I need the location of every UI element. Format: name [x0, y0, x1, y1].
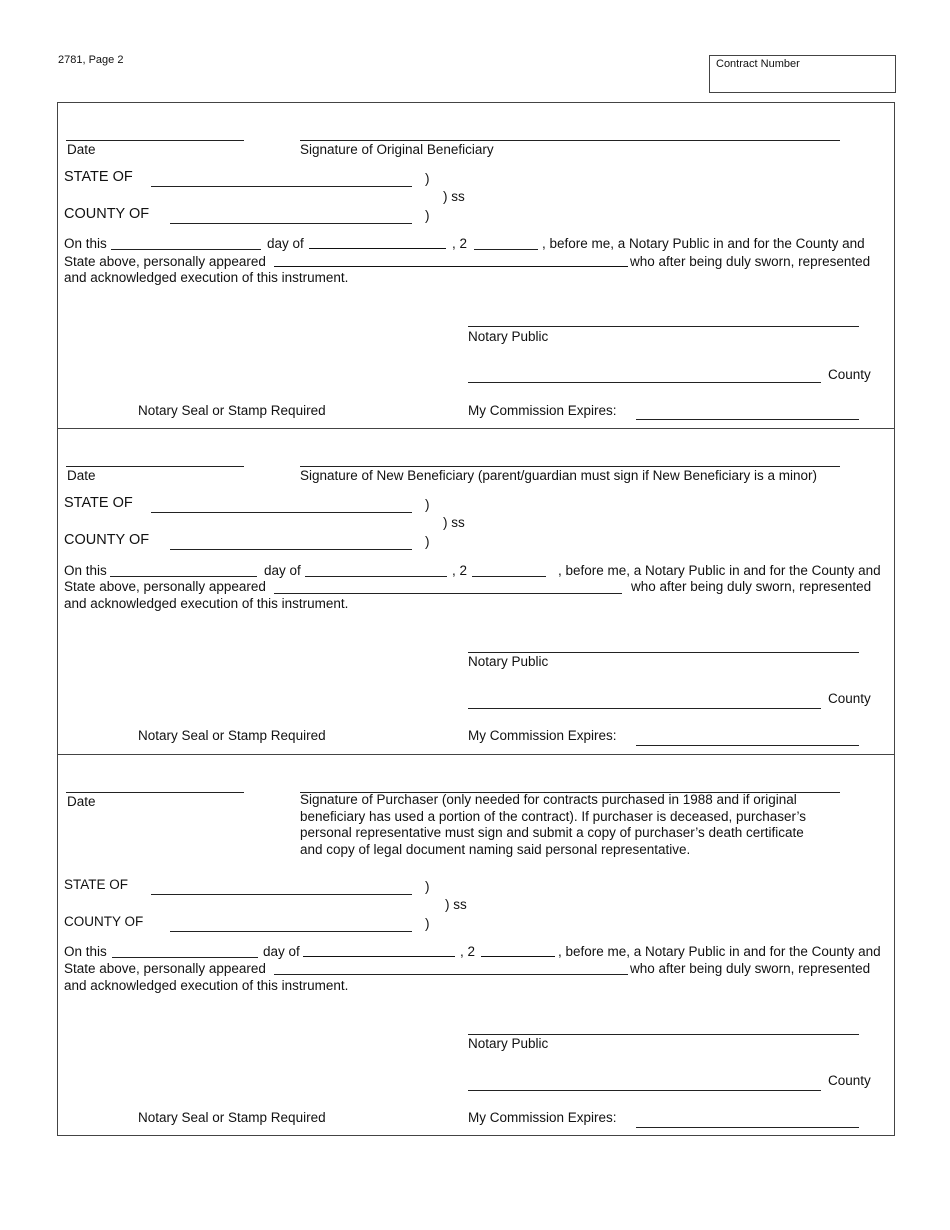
paren: ) — [425, 879, 430, 894]
date-label: Date — [67, 142, 96, 157]
instruction-line: and copy of legal document naming said personal representative. — [300, 841, 691, 857]
instruction-line: beneficiary has used a portion of the contract). If purchaser is deceased, purchaser’s — [300, 808, 807, 824]
month-field[interactable] — [309, 248, 446, 249]
paren: ) — [425, 916, 430, 931]
notary-signature-field[interactable] — [468, 1034, 859, 1035]
notary-public-label: Notary Public — [468, 654, 549, 669]
date-label: Date — [67, 794, 96, 809]
date-field[interactable] — [66, 140, 244, 141]
acknowledged-text: and acknowledged execution of this instrument. — [64, 270, 349, 285]
sworn-text: who after being duly sworn, represented — [630, 254, 871, 269]
appeared-name-field[interactable] — [274, 593, 622, 594]
county-of-label: COUNTY OF — [64, 206, 150, 222]
appeared-name-field[interactable] — [274, 974, 628, 975]
date-label: Date — [67, 468, 96, 483]
day-of-label: day of — [267, 236, 304, 251]
contract-number-label: Contract Number — [716, 58, 800, 70]
notary-seal-label: Notary Seal or Stamp Required — [138, 403, 326, 418]
county-label: County — [828, 691, 871, 706]
signature-field[interactable] — [300, 140, 840, 141]
day-field[interactable] — [112, 957, 258, 958]
notary-public-label: Notary Public — [468, 329, 549, 344]
section-divider — [57, 428, 895, 429]
commission-expires-field[interactable] — [636, 419, 859, 420]
instruction-line: personal representative must sign and submit a copy of purchaser’s death certificate — [300, 825, 804, 840]
on-this-label: On this — [64, 944, 107, 959]
state-field[interactable] — [151, 894, 412, 895]
paren: ) — [425, 497, 430, 512]
contract-number-box[interactable] — [709, 55, 896, 93]
year-field[interactable] — [472, 576, 546, 577]
state-above-text: State above, personally appeared — [64, 961, 266, 976]
commission-expires-label: My Commission Expires: — [468, 728, 617, 743]
page-reference: 2781, Page 2 — [58, 54, 124, 66]
signature-field[interactable] — [300, 466, 840, 467]
acknowledged-text: and acknowledged execution of this instrument. — [64, 978, 349, 993]
day-of-label: day of — [264, 563, 301, 578]
state-label: STATE OF — [64, 877, 128, 892]
county-label: County — [828, 367, 871, 382]
before-me-text: , before me, a Notary Public in and for the County and — [542, 236, 865, 251]
day-field[interactable] — [111, 249, 261, 250]
notary-county-field[interactable] — [468, 1090, 821, 1091]
sworn-text: who after being duly sworn, represented — [631, 579, 872, 594]
before-me-text: , before me, a Notary Public in and for the County and — [558, 944, 881, 959]
state-field[interactable] — [151, 512, 412, 513]
notary-seal-label: Notary Seal or Stamp Required — [138, 728, 326, 743]
instruction-line: Signature of Purchaser (only needed for contracts purchased in 1988 and if original — [300, 792, 797, 807]
commission-expires-field[interactable] — [636, 745, 859, 746]
year-field[interactable] — [474, 249, 538, 250]
county-of-label: COUNTY OF — [64, 532, 150, 548]
month-field[interactable] — [303, 956, 455, 957]
year-prefix: , 2 — [452, 236, 468, 251]
year-field[interactable] — [481, 956, 555, 957]
date-field[interactable] — [66, 466, 244, 467]
ss-label: ) ss — [443, 189, 465, 204]
commission-expires-label: My Commission Expires: — [468, 1110, 617, 1125]
before-me-text: , before me, a Notary Public in and for the County and — [558, 563, 881, 578]
state-label: STATE OF — [64, 169, 133, 185]
date-field[interactable] — [66, 792, 244, 793]
paren: ) — [425, 208, 430, 223]
paren: ) — [425, 534, 430, 549]
paren: ) — [425, 171, 430, 186]
on-this-label: On this — [64, 236, 107, 251]
appeared-name-field[interactable] — [274, 266, 628, 267]
signature-label: Signature of Original Beneficiary — [300, 142, 494, 157]
year-prefix: , 2 — [460, 944, 476, 959]
sworn-text: who after being duly sworn, represented — [630, 961, 871, 976]
notary-seal-label: Notary Seal or Stamp Required — [138, 1110, 326, 1125]
purchaser-signature-instructions — [300, 792, 860, 858]
commission-expires-label: My Commission Expires: — [468, 403, 617, 418]
ss-label: ) ss — [445, 897, 467, 912]
day-of-label: day of — [263, 944, 300, 959]
day-field[interactable] — [110, 576, 257, 577]
state-label: STATE OF — [64, 495, 133, 511]
county-label: County — [828, 1073, 871, 1088]
signature-label: Signature of New Beneficiary (parent/guardian must sign if New Beneficiary is a minor) — [300, 468, 817, 483]
notary-signature-field[interactable] — [468, 652, 859, 653]
county-of-label: COUNTY OF — [64, 914, 144, 929]
county-of-field[interactable] — [170, 223, 412, 224]
notary-signature-field[interactable] — [468, 326, 859, 327]
county-of-field[interactable] — [170, 931, 412, 932]
notary-public-label: Notary Public — [468, 1036, 549, 1051]
county-of-field[interactable] — [170, 549, 412, 550]
ss-label: ) ss — [443, 515, 465, 530]
month-field[interactable] — [305, 576, 447, 577]
on-this-label: On this — [64, 563, 107, 578]
state-above-text: State above, personally appeared — [64, 254, 266, 269]
year-prefix: , 2 — [452, 563, 468, 578]
section-divider — [57, 754, 895, 755]
notary-county-field[interactable] — [468, 708, 821, 709]
state-above-text: State above, personally appeared — [64, 579, 266, 594]
acknowledged-text: and acknowledged execution of this instrument. — [64, 596, 349, 611]
commission-expires-field[interactable] — [636, 1127, 859, 1128]
state-field[interactable] — [151, 186, 412, 187]
notary-county-field[interactable] — [468, 382, 821, 383]
